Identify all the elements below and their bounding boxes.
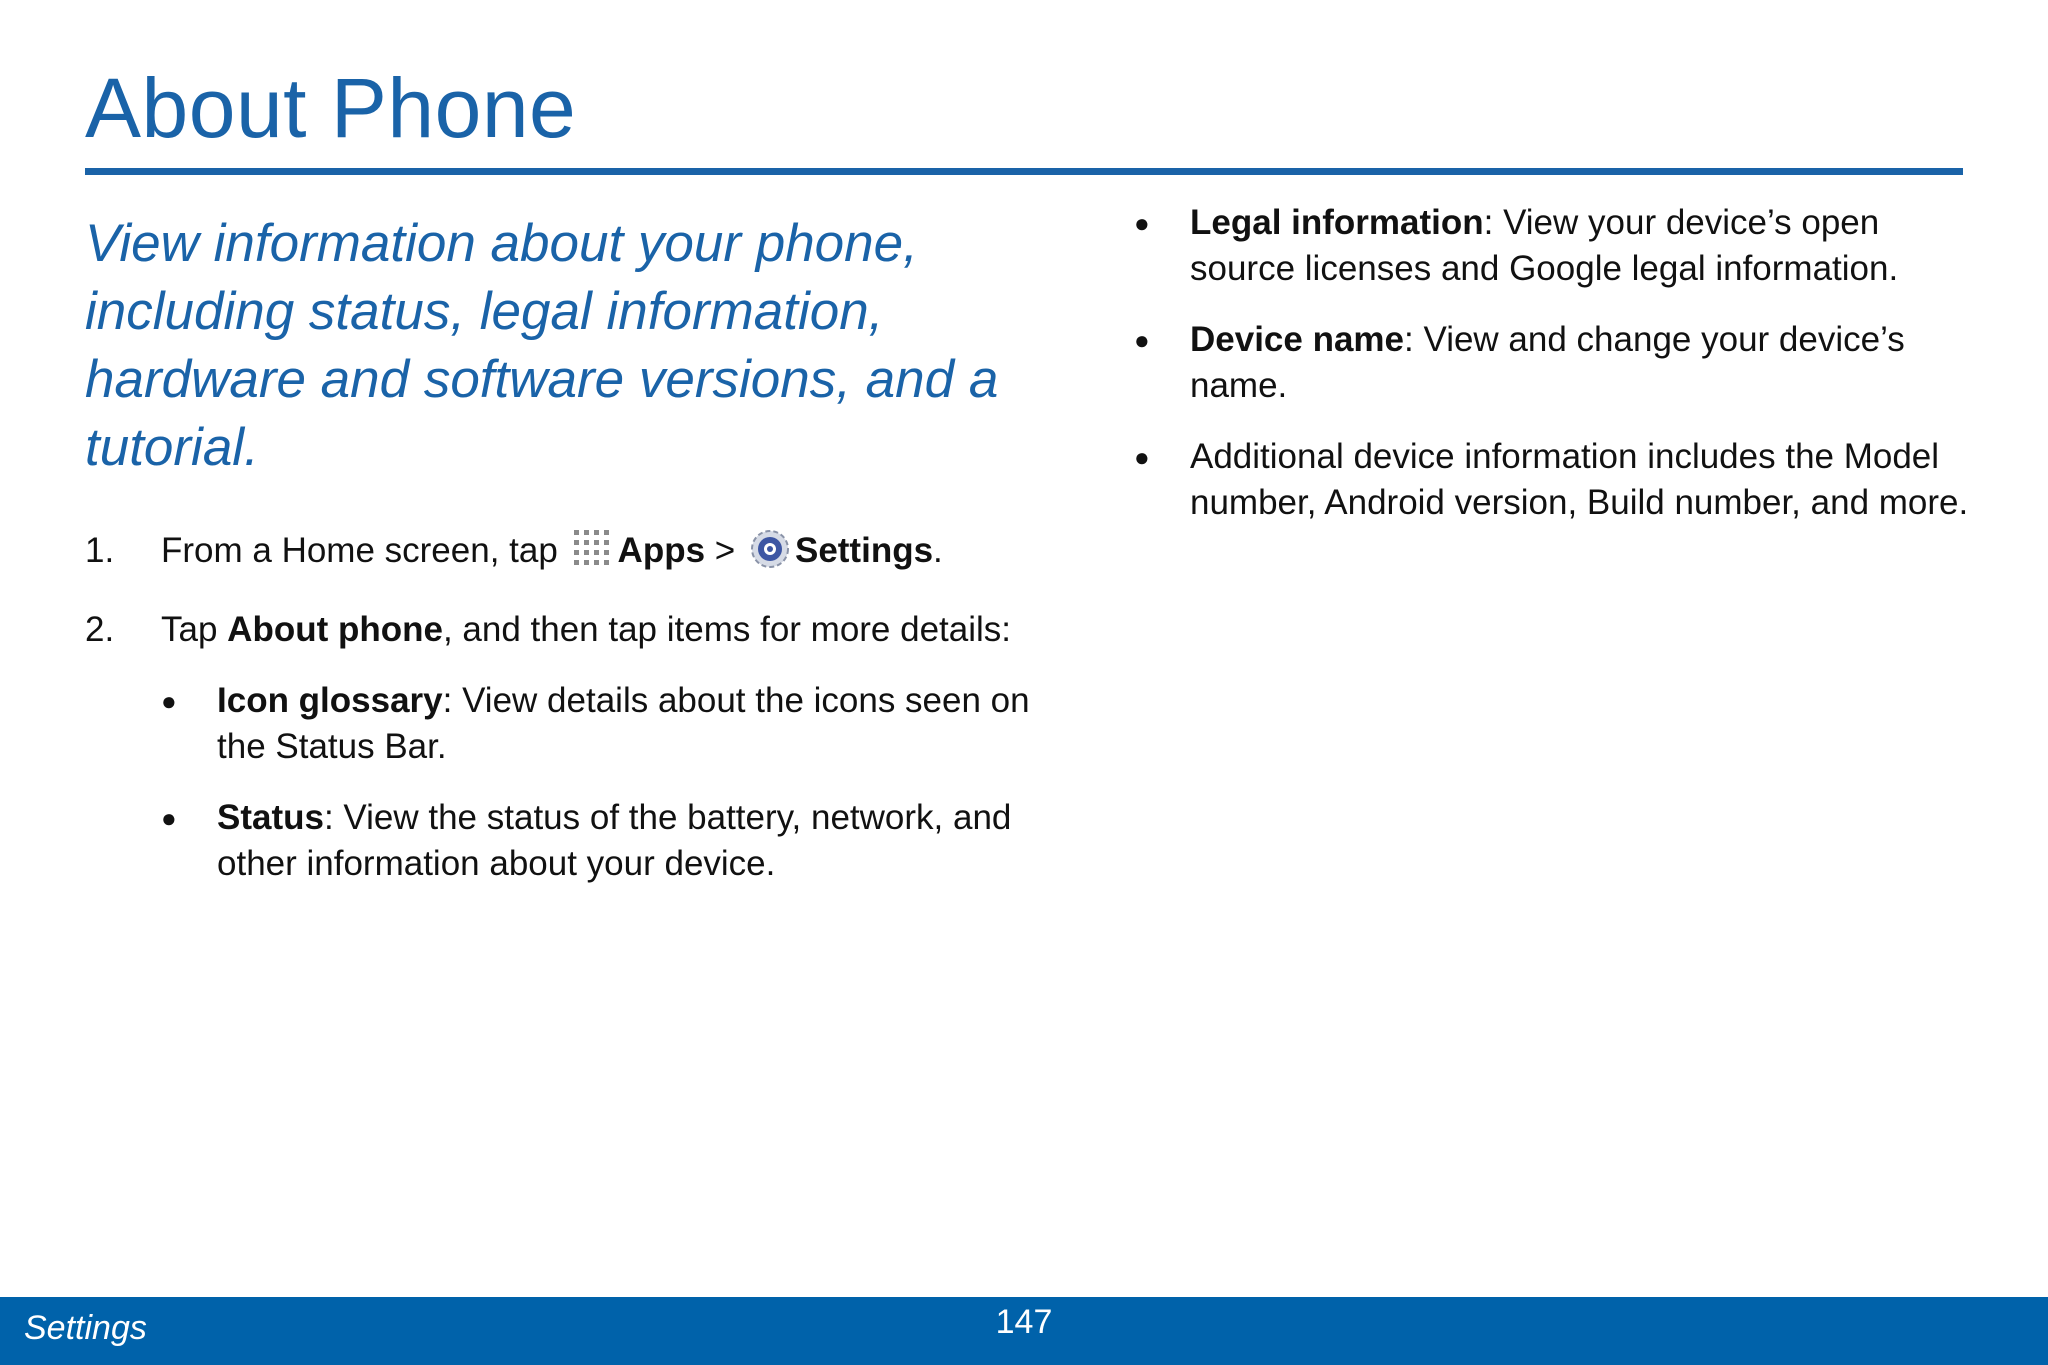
item-text: : View your device’s open source licenses and Google legal information. <box>1190 203 1899 288</box>
apps-grid-icon <box>572 528 614 582</box>
step-1 <box>85 528 1045 582</box>
step-text: Tap <box>161 610 218 649</box>
item-term: Icon glossary <box>217 681 443 720</box>
intro-paragraph: View information about your phone, including status, legal information, hardware and software versions, and a tutorial. <box>85 214 999 477</box>
footer-bar <box>0 1297 2048 1365</box>
item-term: Legal information <box>1190 203 1484 242</box>
right-column-list <box>1134 200 1974 551</box>
footer-section-name: Settings <box>24 1309 147 1347</box>
item-term: Device name <box>1190 320 1405 359</box>
settings-label: Settings <box>794 531 934 570</box>
item-text: : View the status of the battery, network, and other information about your device. <box>217 798 1012 883</box>
step-text: From a Home screen, tap <box>161 531 558 570</box>
step-text-end: . <box>933 531 943 570</box>
bullet-icon: ● <box>161 686 177 716</box>
title-divider <box>85 168 1963 175</box>
bullet-icon: ● <box>161 803 177 833</box>
list-item <box>1134 317 1974 409</box>
list-item <box>161 678 1045 770</box>
settings-gear-icon <box>749 528 791 582</box>
separator: > <box>714 531 736 570</box>
item-text: : View details about the icons seen on the Status Bar. <box>217 681 1030 766</box>
step-text-end: , and then tap items for more details: <box>442 610 1012 649</box>
bullet-icon: ● <box>1134 325 1150 355</box>
step-2 <box>85 607 1045 653</box>
page-title: About Phone <box>85 61 577 155</box>
bullet-icon: ● <box>1134 208 1150 238</box>
item-term: Status <box>217 798 324 837</box>
step-number: 1. <box>85 531 115 570</box>
item-text: Additional device information includes the Model number, Android version, Build number, and more. <box>1190 437 1969 522</box>
page-number: 147 <box>995 1303 1053 1341</box>
step-number: 2. <box>85 610 115 649</box>
steps-list <box>85 528 1045 912</box>
bullet-icon: ● <box>1134 442 1150 472</box>
apps-label: Apps <box>617 531 706 570</box>
about-phone-label: About phone <box>227 610 443 649</box>
item-text: : View and change your device’s name. <box>1190 320 1905 405</box>
list-item <box>1134 434 1974 526</box>
list-item <box>161 795 1045 887</box>
about-phone-items <box>85 678 1045 887</box>
list-item <box>1134 200 1974 292</box>
